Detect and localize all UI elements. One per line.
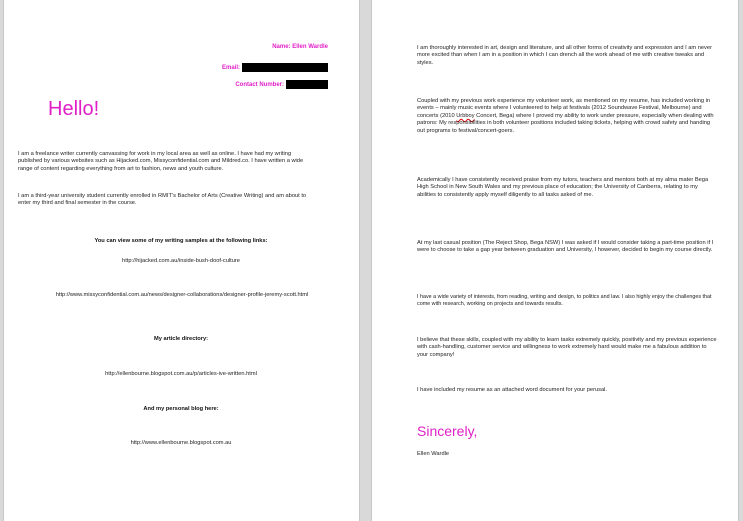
document-page-1 (4, 0, 359, 521)
misspelled-word: Urbboy (456, 112, 475, 119)
greeting-heading: Hello! (48, 98, 100, 120)
samples-heading: You can view some of my writing samples at the following links: (94, 238, 268, 244)
sample-link-missyconfidential[interactable]: http://www.missyconfidential.com.au/news/designer-collaborations/designer-profile-jeremy-scott.html (55, 292, 309, 298)
contact-label: Contact Number: (235, 82, 284, 89)
header-email (222, 63, 328, 72)
closing-heading: Sincerely, (417, 423, 478, 439)
blog-heading: And my personal blog here: (143, 406, 219, 412)
header-name: Name: Ellen Wardle (272, 44, 328, 50)
volunteer-text-b: Concert, Bega) where I proved my ability to work under pressure, especially when dealing with patrons: My responsibilities in both volunteer positions included taking tickets, helping with crowd safety and handing out programs to festival/concert-goers. (417, 112, 714, 134)
contact-redaction (286, 80, 328, 89)
header-contact (235, 80, 328, 89)
signature-name: Ellen Wardle (417, 451, 450, 457)
academic-paragraph: Academically I have consistently received praise from my tutors, teachers and mentors both at my alma mater Bega High School in New South Wales and my previous place of education; the University of Canberra, relating to my abilities to consistently apply myself diligently to all tasks asked of me. (417, 177, 709, 198)
directory-heading: My article directory: (153, 336, 209, 342)
volunteer-text-a: Coupled with my previous work experience my volunteer work, as mentioned on my resume, has included working in events – mainly music events where I volunteered to help at festivals (2012 Soundwave Festival, Melbourne) and concerts (2010 (417, 98, 711, 119)
interests-paragraph: I am thoroughly interested in art, design and literature, and all other forms of creativity and expression and I am never more excited than when I am in a position in which I can drench all the work ahead of me with creative tweaks and styles. (417, 45, 712, 66)
resume-paragraph: I have included my resume as an attached word document for your perusal. (417, 387, 608, 393)
email-redaction (242, 63, 328, 72)
study-paragraph: I am a third-year university student currently enrolled in RMIT’s Bachelor of Arts (Creative Writing) and am about to enter my third and final semester in the course. (18, 193, 307, 207)
directory-link[interactable]: http://ellenbourne.blogspot.com.au/p/articles-ive-written.html (105, 371, 257, 377)
blog-link[interactable]: http://www.ellenbourne.blogspot.com.au (130, 440, 232, 446)
volunteer-paragraph (417, 98, 717, 135)
hobbies-paragraph: I have a wide variety of interests, from reading, writing and design, to politics and law. I also highly enjoy the challenges that come with research, working on projects and towards results. (417, 294, 712, 308)
sample-link-hijacked[interactable]: http://hijacked.com.au/inside-bush-doof-culture (122, 258, 240, 264)
intro-paragraph: I am a freelance writer currently canvassing for work in my local area as well as online. I have had my writing published by various websites such as Hijacked.com, Missyconfidential.com and Mildred.co. I have written a wide range of content regarding everything from art to fashion, news and youth culture. (18, 151, 304, 172)
document-page-2 (372, 0, 738, 521)
work-paragraph: At my last casual position (The Reject Shop, Bega NSW) I was asked if I would consider taking a part-time position if I were to choose to take a gap year between graduation and University, I however, decided to begin my course directly. (417, 240, 714, 254)
email-label: Email: (221, 65, 240, 72)
skills-paragraph: I believe that these skills, coupled with my ability to learn tasks extremely quickly, positivity and my previous experience with cash-handling, customer service and willingness to work extremely hard would make me a fabulous addition to your company! (417, 337, 717, 358)
